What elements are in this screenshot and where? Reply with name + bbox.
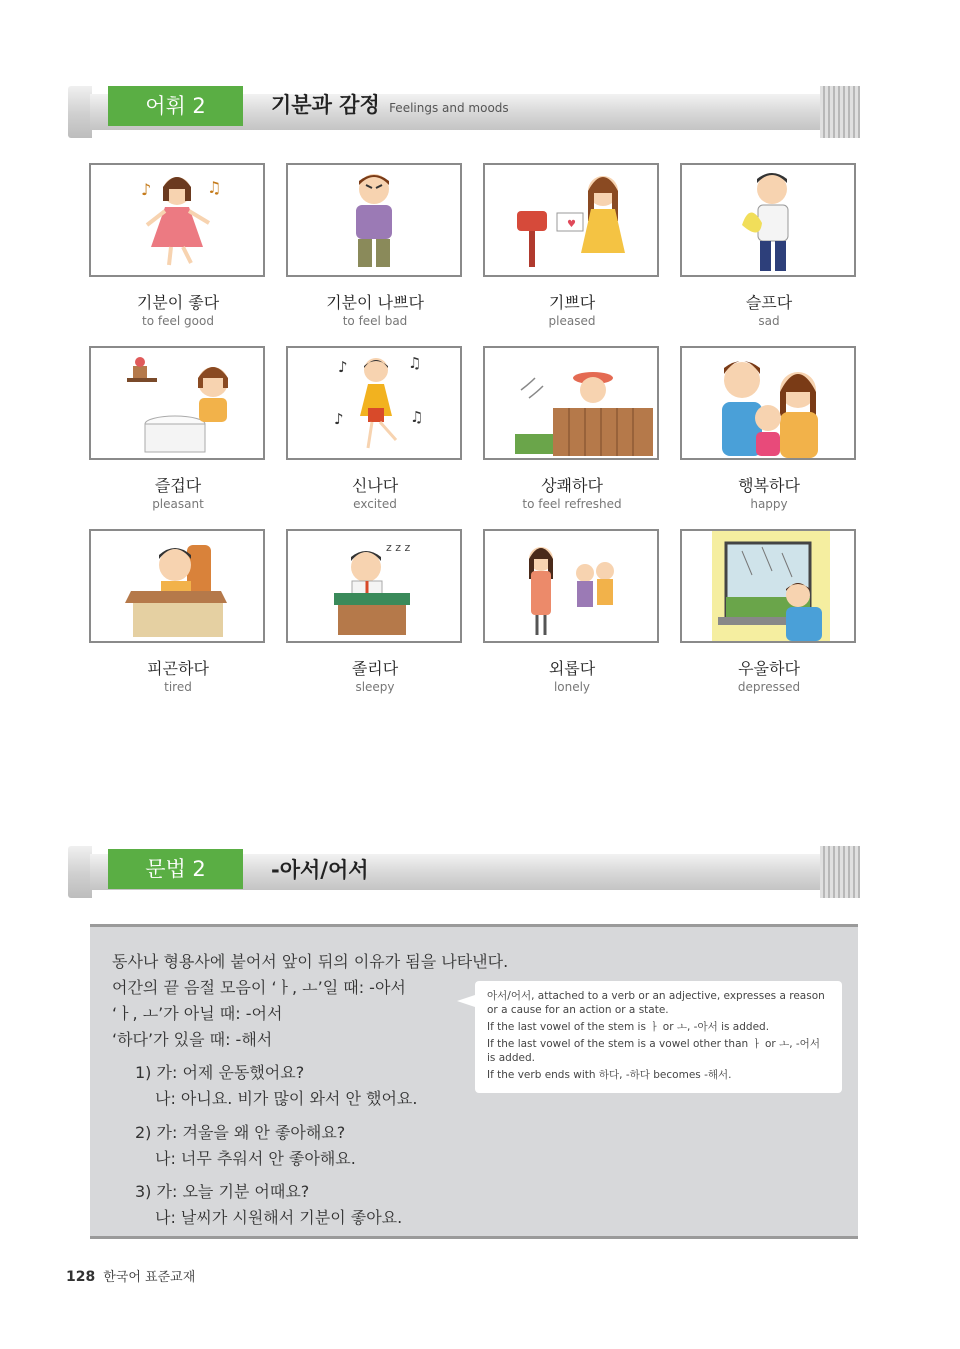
svg-text:♫: ♫ <box>207 178 222 197</box>
vocab-card-feel-bad <box>286 163 462 277</box>
vocab-word: 슬프다 <box>745 293 793 312</box>
vocab-section-banner <box>68 86 860 138</box>
vocab-card-happy <box>680 346 856 460</box>
grammar-rule: ‘하다’가 있을 때: -해서 <box>112 1030 273 1049</box>
vocab-label <box>275 290 475 328</box>
section-title: -아서/어서 <box>271 858 369 882</box>
vocab-card-excited <box>286 346 462 460</box>
svg-text:♥: ♥ <box>567 219 576 230</box>
vocab-card-tired <box>89 529 265 643</box>
vocab-word: 행복하다 <box>738 476 800 495</box>
vocab-card-depressed <box>680 529 856 643</box>
page-footer <box>66 1266 195 1285</box>
grammar-rule: 어간의 끝 음절 모음이 ‘ㅏ, ㅗ’일 때: -아서 <box>112 978 406 997</box>
grammar-box <box>90 924 858 1239</box>
lonely-girl-illustration <box>485 531 657 641</box>
vocab-translation: pleasant <box>152 497 204 511</box>
vocab-card-pleasant <box>89 346 265 460</box>
vocab-label <box>275 473 475 511</box>
girl-with-letter-illustration <box>485 165 657 275</box>
section-tag: 어휘 2 <box>108 86 243 126</box>
banner-cap <box>68 846 92 898</box>
grammar-rule: 동사나 형용사에 붙어서 앞이 뒤의 이유가 됨을 나타낸다. <box>112 952 509 971</box>
vocab-label <box>472 656 672 694</box>
english-note-bubble <box>475 981 842 1093</box>
vocab-label <box>669 473 869 511</box>
vocab-translation: excited <box>353 497 397 511</box>
banner-cap <box>68 86 92 138</box>
sad-boy-illustration <box>682 165 854 275</box>
example-question: 1) 가: 어제 운동했어요? <box>135 1063 305 1082</box>
note-line: If the last vowel of the stem is a vowel other than ㅏ or ㅗ, -어서 is added. <box>487 1038 820 1064</box>
vocab-label <box>472 290 672 328</box>
vocab-translation: to feel bad <box>342 314 408 328</box>
vocab-label <box>669 290 869 328</box>
vocab-card-pleased <box>483 163 659 277</box>
svg-text:♪: ♪ <box>338 358 348 376</box>
vocab-word: 기쁘다 <box>548 293 596 312</box>
vocab-word: 즐겁다 <box>154 476 202 495</box>
svg-text:♫: ♫ <box>410 408 424 426</box>
vocab-translation: tired <box>164 680 192 694</box>
section-title-ko: 기분과 감정 <box>271 93 380 117</box>
banner-thread <box>820 86 860 138</box>
vocab-label <box>472 473 672 511</box>
vocab-card-refreshed <box>483 346 659 460</box>
grammar-section-banner <box>68 846 860 898</box>
section-subtitle: Feelings and moods <box>389 101 509 115</box>
vocab-label <box>78 656 278 694</box>
vocab-word: 신나다 <box>351 476 399 495</box>
vocab-word: 상쾌하다 <box>541 476 603 495</box>
page-number: 128 <box>66 1269 96 1285</box>
vocab-translation: lonely <box>553 680 591 694</box>
banner-thread <box>820 846 860 898</box>
grammar-rule: ‘ㅏ, ㅗ’가 아닐 때: -어서 <box>112 1004 283 1023</box>
woman-tea-table-illustration <box>91 348 263 458</box>
vocab-label <box>78 473 278 511</box>
vocab-card-sad <box>680 163 856 277</box>
svg-text:z z z: z z z <box>386 541 411 554</box>
dancing-woman-illustration <box>288 348 460 458</box>
book-title: 한국어 표준교재 <box>103 1270 196 1285</box>
sleepy-man-desk-illustration <box>288 531 460 641</box>
svg-text:♫: ♫ <box>408 354 422 372</box>
angry-boy-illustration <box>288 165 460 275</box>
vocab-translation: to feel good <box>142 314 214 328</box>
vocab-card-sleepy <box>286 529 462 643</box>
example-answer: 나: 너무 추워서 안 좋아해요. <box>155 1149 356 1168</box>
vocab-translation: sleepy <box>355 680 395 694</box>
vocab-word: 외롭다 <box>548 659 596 678</box>
vocab-label <box>78 290 278 328</box>
section-title <box>271 89 509 119</box>
vocab-word: 기분이 좋다 <box>136 293 220 312</box>
section-tag: 문법 2 <box>108 849 243 889</box>
vocab-word: 우울하다 <box>738 659 800 678</box>
vocab-translation: happy <box>750 497 788 511</box>
vocab-card-lonely <box>483 529 659 643</box>
happy-family-illustration <box>682 348 854 458</box>
vocab-translation: to feel refreshed <box>522 497 622 511</box>
example-question: 2) 가: 겨울을 왜 안 좋아해요? <box>135 1123 346 1142</box>
example-answer: 나: 아니요. 비가 많이 와서 안 했어요. <box>155 1089 418 1108</box>
svg-text:♪: ♪ <box>141 180 152 199</box>
woman-behind-fence-illustration <box>485 348 657 458</box>
note-line: If the last vowel of the stem is ㅏ or ㅗ, -아서 is added. <box>487 1021 770 1033</box>
vocab-word: 졸리다 <box>351 659 399 678</box>
note-line: If the verb ends with 하다, -하다 becomes -해서. <box>487 1069 732 1081</box>
vocab-label <box>669 656 869 694</box>
vocab-label <box>275 656 475 694</box>
example-answer: 나: 날씨가 시원해서 기분이 좋아요. <box>155 1208 403 1227</box>
vocab-translation: pleased <box>548 314 596 328</box>
vocab-word: 피곤하다 <box>147 659 209 678</box>
svg-text:♪: ♪ <box>334 410 344 428</box>
vocab-translation: sad <box>758 314 780 328</box>
vocab-card-feel-good <box>89 163 265 277</box>
girl-dancing-illustration <box>91 165 263 275</box>
example-question: 3) 가: 오늘 기분 어때요? <box>135 1182 310 1201</box>
man-at-window-illustration <box>682 531 854 641</box>
tired-man-desk-illustration <box>91 531 263 641</box>
note-line: 아서/어서, attached to a verb or an adjective, expresses a reason or a cause for an action or a state. <box>487 990 825 1016</box>
vocab-word: 기분이 나쁘다 <box>326 293 424 312</box>
vocab-translation: depressed <box>737 680 801 694</box>
